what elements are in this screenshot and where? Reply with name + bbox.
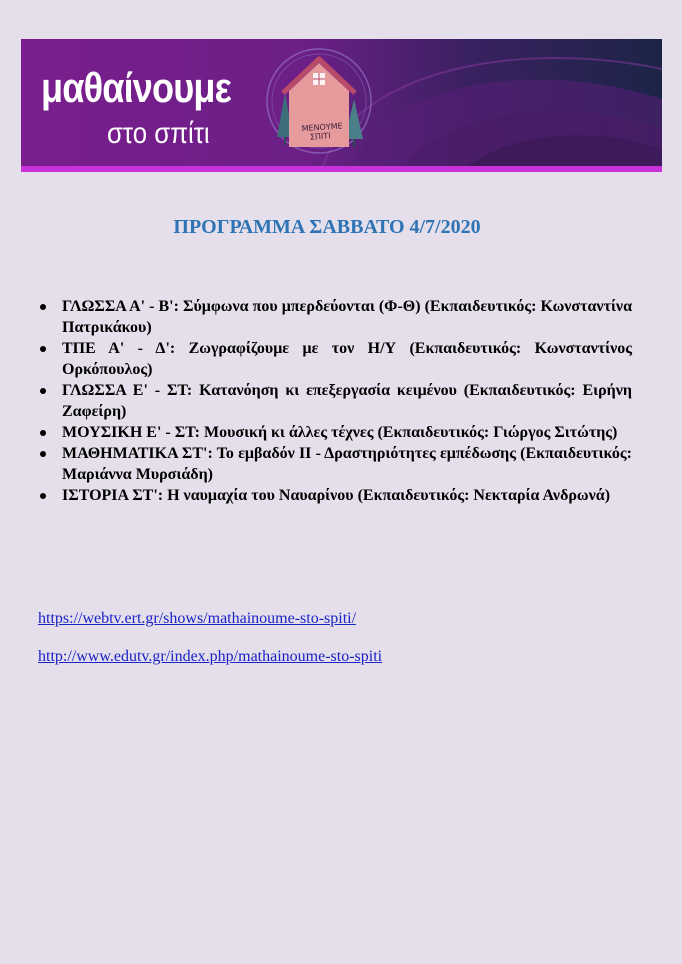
list-item: ΙΣΤΟΡΙΑ ΣΤ': Η ναυμαχία του Ναυαρίνου (Εκπαιδευτικός: Νεκταρία Ανδρωνά) xyxy=(38,485,632,506)
logo-text: ΜΕΝΟΥΜΕ ΣΠΙΤΙ xyxy=(301,121,343,142)
list-item: ΓΛΩΣΣΑ Α' - Β': Σύμφωνα που μπερδεύονται (Φ-Θ) (Εκπαιδευτικός: Κωνσταντίνα Πατρικάκου) xyxy=(38,296,632,338)
list-item: ΜΑΘΗΜΑΤΙΚΑ ΣΤ': Το εμβαδόν ΙΙ - Δραστηριότητες εμπέδωσης (Εκπαιδευτικός: Μαριάννα Μυρσιάδη) xyxy=(38,443,632,485)
links-section xyxy=(38,609,382,685)
schedule-list xyxy=(38,296,632,506)
list-item: ΤΠΕ Α' - Δ': Ζωγραφίζουμε με τον Η/Υ (Εκπαιδευτικός: Κωνσταντίνος Ορκόπουλος) xyxy=(38,338,632,380)
banner-title: μαθαίνουμε xyxy=(41,64,231,111)
header-banner xyxy=(21,39,662,172)
banner-subtitle: στο σπίτι xyxy=(107,117,210,150)
page-title: ΠΡΟΓΡΑΜΜΑ ΣΑΒΒΑΤΟ 4/7/2020 xyxy=(173,216,481,238)
ert-webtv-link[interactable]: https://webtv.ert.gr/shows/mathainoume-sto-spiti/ xyxy=(38,610,357,627)
list-item: ΜΟΥΣΙΚΗ Ε' - ΣΤ: Μουσική κι άλλες τέχνες (Εκπαιδευτικός: Γιώργος Σιτώτης) xyxy=(38,422,632,443)
list-item: ΓΛΩΣΣΑ Ε' - ΣΤ: Κατανόηση κι επεξεργασία κειμένου (Εκπαιδευτικός: Ειρήνη Ζαφείρη) xyxy=(38,380,632,422)
edutv-link[interactable]: http://www.edutv.gr/index.php/mathainoume-sto-spiti xyxy=(38,648,383,665)
